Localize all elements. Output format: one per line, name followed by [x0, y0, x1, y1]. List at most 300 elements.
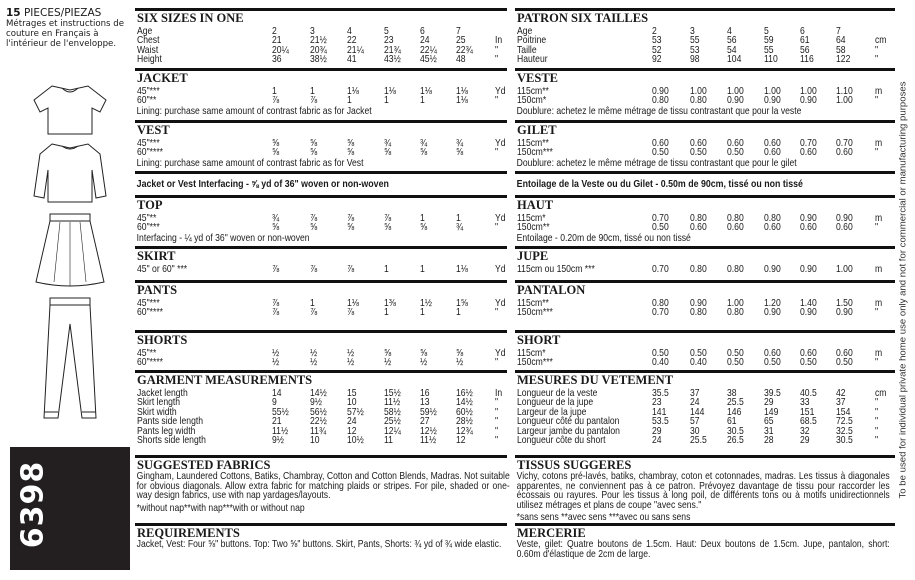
row-label: Longueur de la jupe — [517, 396, 594, 409]
size-value: 1 — [347, 94, 352, 107]
size-value: ⅞ — [310, 263, 318, 275]
size-value: ⅝ — [420, 221, 428, 234]
size-value: 28½ — [456, 415, 473, 428]
section-jacket-or-vest-interfacing-yd- — [135, 171, 507, 192]
section-title: JACKET — [137, 71, 188, 85]
size-value: 14½ — [456, 396, 473, 409]
size-value: 0.60 — [764, 146, 781, 159]
size-value: 1.00 — [836, 94, 853, 107]
unit: " — [875, 221, 879, 234]
size-value: 1 — [384, 306, 389, 319]
size-value: 22½ — [310, 415, 327, 428]
section-pantalon — [515, 280, 895, 318]
unit: " — [495, 415, 499, 428]
size-value: 1⅛ — [347, 85, 359, 97]
row-label: 45" or 60" *** — [137, 263, 188, 275]
nap-legend: *sans sens **avec sens ***avec ou sans sens — [516, 511, 691, 524]
left-panel — [0, 0, 132, 580]
size-value: 92 — [652, 53, 662, 66]
size-value: ½ — [347, 356, 355, 369]
size-value: 65 — [764, 415, 774, 428]
size-value: 61 — [727, 415, 737, 428]
table-row — [135, 349, 507, 358]
size-value: 14½ — [310, 387, 327, 399]
size-value: 40.5 — [800, 387, 817, 399]
size-value: 12¼ — [384, 424, 401, 437]
size-value: 42 — [836, 387, 846, 399]
size-value: 24 — [420, 34, 430, 47]
size-value: 1.00 — [727, 297, 744, 309]
unit: In — [495, 387, 503, 399]
size-value: 68.5 — [800, 415, 817, 428]
size-value: ⅝ — [384, 347, 392, 359]
size-value: 26.5 — [727, 433, 744, 446]
unit: cm — [875, 387, 887, 399]
size-value: 1 — [272, 85, 277, 97]
size-value: 110 — [764, 53, 778, 66]
section-veste — [515, 68, 895, 116]
size-value: ¾ — [456, 221, 464, 234]
size-value: 104 — [727, 53, 742, 66]
size-value: 30.5 — [836, 433, 853, 446]
size-value: 0.50 — [727, 347, 744, 359]
size-value: 0.80 — [727, 212, 744, 224]
size-value: 1½ — [420, 297, 432, 309]
size-value: 10½ — [347, 433, 364, 446]
row-label: Longueur de la veste — [517, 387, 598, 399]
unit: Yd — [495, 297, 506, 309]
unit: m — [875, 263, 883, 275]
size-value: 21 — [272, 34, 282, 47]
row-label: 150cm*** — [517, 146, 553, 159]
section-paragraph: Gingham, Laundered Cottons, Batiks, Chambray, Cotton and Cotton Blends, Madras. Not suitable for obvious diagonals. Allow extra fabric for matching plaids or stripes. For pile, shaded or one-way design fabrics, use with nap yardages/layouts. — [136, 470, 510, 502]
unit: " — [875, 94, 879, 107]
row-label: 45"** — [137, 347, 157, 359]
row-label: 60"**** — [137, 306, 164, 319]
table-row — [135, 299, 507, 308]
size-value: ⅝ — [384, 221, 392, 234]
size-value: 0.50 — [836, 356, 853, 369]
size-value: 45½ — [420, 53, 437, 66]
table-row — [515, 265, 895, 274]
size-value: 23 — [384, 34, 394, 47]
unit: " — [875, 306, 879, 319]
size-value: 30 — [690, 424, 700, 437]
size-value: 58 — [836, 43, 846, 56]
size-value: 25 — [456, 34, 466, 47]
size-value: 16½ — [456, 387, 473, 399]
unit: " — [875, 405, 879, 418]
size-value: 1 — [310, 85, 315, 97]
row-label: Longueur côté du pantalon — [517, 415, 620, 428]
size-value: 15½ — [384, 387, 401, 399]
row-label: Skirt length — [137, 396, 181, 409]
size-value: 0.90 — [800, 94, 817, 107]
row-label: 115cm* — [517, 347, 546, 359]
section-vest — [135, 120, 507, 168]
section-jupe — [515, 246, 895, 274]
size-value: 9 — [272, 396, 277, 409]
size-value: ¾ — [272, 212, 280, 224]
size-value: 1 — [456, 306, 461, 319]
size-value: 12 — [347, 424, 357, 437]
size-value: 22 — [347, 34, 357, 47]
size-value: 0.50 — [727, 146, 744, 159]
size-value: 0.60 — [764, 221, 781, 234]
size-value: 41 — [347, 53, 357, 66]
section-note: Doublure: achetez le même métrage de tissu contrastant que pour le gilet — [516, 156, 797, 169]
size-value: 31 — [764, 424, 774, 437]
section-gilet — [515, 120, 895, 168]
section-title: VEST — [137, 123, 170, 137]
size-value: 0.90 — [690, 297, 707, 309]
size-value: 0.60 — [764, 347, 781, 359]
size-value: ⅞ — [347, 212, 355, 224]
row-label: Poitrine — [517, 34, 547, 47]
size-value: 154 — [836, 405, 851, 418]
size-value: 35.5 — [652, 387, 669, 399]
row-label: Longueur côte du short — [517, 433, 606, 446]
section-title: Jacket or Vest Interfacing - ⅝ yd of 36" woven or non-woven — [136, 178, 389, 190]
size-value: 25.5 — [690, 433, 707, 446]
size-value: 0.60 — [727, 137, 744, 149]
size-value: ¾ — [420, 137, 428, 149]
row-label: 150cm*** — [517, 356, 553, 369]
size-value: 24 — [347, 415, 357, 428]
size-value: 30.5 — [727, 424, 744, 437]
size-value: ⅞ — [310, 306, 318, 319]
size-value: 0.80 — [727, 306, 744, 319]
row-label: 115cm** — [517, 297, 549, 309]
size-value: ⅝ — [310, 137, 318, 149]
size-value: 1.50 — [836, 297, 853, 309]
size-value: 55½ — [272, 405, 289, 418]
unit: " — [875, 424, 879, 437]
size-value: 0.90 — [800, 212, 817, 224]
size-value: ⅝ — [272, 137, 280, 149]
size-value: 25½ — [384, 415, 401, 428]
jacket-icon — [30, 140, 110, 208]
section-short — [515, 330, 895, 368]
size-value: 0.90 — [836, 306, 853, 319]
size-value: 0.80 — [690, 306, 707, 319]
unit: Yd — [495, 347, 506, 359]
size-value: ⅞ — [384, 212, 392, 224]
size-value: 10 — [347, 396, 357, 409]
size-value: 0.50 — [652, 347, 669, 359]
size-value: 25.5 — [727, 396, 744, 409]
size-value: 64 — [836, 34, 846, 47]
section-title: VESTE — [517, 71, 558, 85]
size-value: 29 — [764, 396, 774, 409]
size-value: 0.60 — [800, 347, 817, 359]
size-value: 144 — [690, 405, 705, 418]
size-value: 149 — [764, 405, 779, 418]
size-value: 7 — [456, 25, 461, 37]
size-value: ½ — [384, 356, 392, 369]
size-value: 1⅝ — [456, 297, 468, 309]
section-title: PATRON SIX TAILLES — [517, 11, 649, 25]
size-value: 116 — [800, 53, 814, 66]
size-value: ⅞ — [272, 94, 280, 107]
usage-notice-text: To be used for individual private home use only and not for commercial or manufacturing purposes — [897, 81, 909, 499]
size-value: 0.40 — [652, 356, 669, 369]
section-note: Lining: purchase same amount of contrast fabric as for Jacket — [136, 104, 372, 117]
size-value: 37 — [836, 396, 846, 409]
section-note: Doublure: achetez le même métrage de tissu contrastant que pour la veste — [516, 104, 802, 117]
size-value: 1 — [456, 212, 461, 224]
size-value: 4 — [347, 25, 352, 37]
section-title: SIX SIZES IN ONE — [137, 11, 244, 25]
size-value: 0.50 — [764, 356, 781, 369]
size-value: 37 — [690, 387, 700, 399]
row-label: 150cm** — [517, 221, 550, 234]
french-size-chart — [515, 0, 895, 580]
size-value: ⅝ — [456, 146, 464, 159]
section-skirt — [135, 246, 507, 274]
table-row — [135, 358, 507, 367]
size-value: 39.5 — [764, 387, 781, 399]
size-value: 1 — [310, 297, 315, 309]
size-value: 32.5 — [836, 424, 853, 437]
unit: " — [495, 306, 499, 319]
size-value: 56 — [727, 34, 737, 47]
section-note: Interfacing - ¼ yd of 36" woven or non-woven — [136, 231, 310, 244]
unit: " — [495, 53, 499, 66]
row-label: Taille — [517, 43, 537, 56]
section-mesures-du-vetement — [515, 370, 895, 445]
unit: Yd — [495, 212, 506, 224]
size-value: ⅝ — [456, 347, 464, 359]
row-label: 115cm* — [517, 212, 546, 224]
unit: " — [495, 396, 499, 409]
section-garment-measurements — [135, 370, 507, 445]
unit: " — [495, 356, 499, 369]
table-row — [135, 265, 507, 274]
size-value: 12 — [456, 433, 466, 446]
size-value: 11¾ — [310, 424, 327, 437]
section-note: Lining: purchase same amount of contrast fabric as for Vest — [136, 156, 364, 169]
size-value: 14 — [272, 387, 282, 399]
size-value: ⅝ — [272, 221, 280, 234]
section-title: SHORTS — [137, 333, 188, 347]
size-value: 9½ — [310, 396, 322, 409]
unit: " — [875, 53, 879, 66]
size-value: 3 — [310, 25, 315, 37]
size-value: 20¼ — [272, 43, 289, 56]
size-value: 0.50 — [690, 347, 707, 359]
size-value: 0.90 — [836, 212, 853, 224]
row-label: Chest — [137, 34, 160, 47]
top-icon — [30, 82, 110, 138]
row-label: Shorts side length — [137, 433, 206, 446]
size-value: 1⅛ — [456, 94, 468, 107]
unit: Yd — [495, 137, 506, 149]
size-value: 151 — [800, 405, 815, 418]
unit: " — [495, 424, 499, 437]
row-label: Largeur de la jupe — [517, 405, 587, 418]
section-paragraph: Veste, gilet: Quatre boutons de 1.5cm. Haut: Deux boutons de 1.5cm. Jupe, pantalon, short: 0.60m d'élastique de 2cm de large. — [516, 538, 890, 560]
size-value: 0.60 — [652, 137, 669, 149]
size-value: 56 — [800, 43, 810, 56]
size-value: 0.80 — [727, 263, 744, 275]
unit: In — [495, 34, 503, 47]
size-value: ⅝ — [420, 146, 428, 159]
row-label: Age — [137, 25, 153, 37]
section-title: REQUIREMENTS — [137, 526, 240, 540]
size-value: 59 — [764, 34, 774, 47]
size-value: 1.40 — [800, 297, 817, 309]
section-title: GARMENT MEASUREMENTS — [137, 373, 313, 387]
size-value: 1 — [384, 263, 389, 275]
size-value: 6 — [800, 25, 805, 37]
section-six-sizes-in-one — [135, 8, 507, 65]
size-value: 24 — [690, 396, 700, 409]
size-value: 1.00 — [690, 85, 707, 97]
size-value: 38½ — [310, 53, 327, 66]
section-title: TOP — [137, 198, 163, 212]
size-value: 13 — [420, 396, 430, 409]
size-value: ½ — [310, 347, 318, 359]
size-value: 0.70 — [652, 263, 669, 275]
size-value: ⅞ — [272, 306, 280, 319]
unit: m — [875, 137, 883, 149]
section-paragraph: Jacket, Vest: Four ⅝" buttons. Top: Two ⅝" buttons. Skirt, Pants, Shorts: ¾ yd of ¾ wide elastic. — [136, 538, 502, 550]
row-label: Waist — [137, 43, 159, 56]
skirt-icon — [32, 210, 108, 292]
section-patron-six-tailles — [515, 8, 895, 65]
size-value: 0.70 — [652, 306, 669, 319]
size-value: 15 — [347, 387, 357, 399]
size-value: 0.90 — [652, 85, 669, 97]
unit: " — [495, 146, 499, 159]
unit: " — [495, 43, 499, 56]
table-row — [135, 55, 507, 64]
size-value: ⅝ — [310, 221, 318, 234]
unit: Yd — [495, 263, 506, 275]
table-row — [135, 433, 507, 446]
size-value: 0.70 — [800, 137, 817, 149]
size-value: 29 — [652, 424, 662, 437]
section-suggested-fabrics — [135, 455, 510, 514]
size-value: 1 — [420, 263, 425, 275]
size-value: 1 — [420, 212, 425, 224]
size-value: ⅞ — [310, 94, 318, 107]
row-label: Skirt width — [137, 405, 177, 418]
size-value: 0.90 — [800, 263, 817, 275]
row-label: Pants leg width — [137, 424, 196, 437]
size-value: 0.90 — [764, 263, 781, 275]
section-title: TISSUS SUGGERES — [517, 458, 632, 472]
size-value: ½ — [347, 347, 355, 359]
size-value: 53 — [652, 34, 662, 47]
size-value: 32 — [800, 424, 810, 437]
unit: " — [495, 94, 499, 107]
unit: m — [875, 297, 883, 309]
size-value: 11 — [384, 433, 393, 446]
section-title: HAUT — [517, 198, 554, 212]
unit: " — [495, 433, 499, 446]
unit: " — [875, 433, 879, 446]
unit: " — [875, 43, 879, 56]
size-value: 0.60 — [800, 146, 817, 159]
unit: " — [875, 415, 879, 428]
size-value: ⅞ — [347, 306, 355, 319]
nap-legend: *without nap**with nap***with or without nap — [136, 501, 305, 514]
section-paragraph: Vichy, cotons pré-lavés, batiks, chambray, coton et cotonnades, madras. Les tissus à diagonales apparentes, ne conviennent pas à ce patron. Prévoyez davantage de tissu pour raccorder les écossais ou rayures. Pour les tissus à long poil, de différents tons ou à motifs unidirectionnels utilisez métrages et plans de coupe "avec sens." — [516, 470, 890, 511]
size-value: 5 — [384, 25, 389, 37]
size-value: 28 — [764, 433, 774, 446]
size-value: 0.60 — [727, 221, 744, 234]
size-value: 0.60 — [836, 146, 853, 159]
size-value: 72.5 — [836, 415, 853, 428]
size-value: 1 — [384, 94, 389, 107]
french-note: Métrages et instructions de couture en Français à l'intérieur de l'enveloppe. — [6, 19, 125, 49]
size-value: 27 — [420, 415, 430, 428]
size-value: ⅝ — [272, 146, 280, 159]
row-label: 60"** — [137, 94, 157, 107]
row-label: 60"*** — [137, 221, 160, 234]
unit: " — [495, 405, 499, 418]
size-value: 20¾ — [310, 43, 327, 56]
pants-icon — [38, 294, 102, 428]
section-pants — [135, 280, 507, 318]
section-title: Entoilage de la Veste ou du Gilet - 0.50m de 90cm, tissé ou non tissé — [516, 178, 803, 190]
size-value: 0.50 — [690, 146, 707, 159]
unit: m — [875, 85, 883, 97]
section-title: GILET — [517, 123, 557, 137]
english-size-chart — [135, 0, 510, 580]
table-row — [515, 433, 895, 446]
size-value: ⅝ — [347, 221, 355, 234]
size-value: 122 — [836, 53, 851, 66]
size-value: 0.60 — [800, 221, 817, 234]
size-value: 21¼ — [347, 43, 364, 56]
size-value: 1⅜ — [384, 297, 396, 309]
size-value: 7 — [836, 25, 841, 37]
size-value: 61 — [800, 34, 810, 47]
table-row — [135, 214, 507, 223]
size-value: 12¾ — [456, 424, 473, 437]
section-title: SKIRT — [137, 249, 176, 263]
size-value: 58½ — [384, 405, 401, 418]
table-row — [135, 139, 507, 148]
size-value: 1.00 — [800, 85, 817, 97]
size-value: 11½ — [272, 424, 289, 437]
size-value: 21¾ — [384, 43, 401, 56]
size-value: 1⅛ — [384, 85, 396, 97]
size-value: 1.00 — [727, 85, 744, 97]
size-value: 54 — [727, 43, 737, 56]
size-value: 1⅛ — [456, 263, 468, 275]
section-title: PANTALON — [517, 283, 586, 297]
unit: m — [875, 212, 883, 224]
unit: m — [875, 347, 883, 359]
size-value: 5 — [764, 25, 769, 37]
size-value: 0.50 — [652, 221, 669, 234]
size-value: 0.80 — [652, 297, 669, 309]
size-value: 1.20 — [764, 297, 781, 309]
size-value: 60½ — [456, 405, 473, 418]
size-value: ½ — [456, 356, 464, 369]
size-value: ⅞ — [347, 263, 355, 275]
size-value: 0.80 — [764, 212, 781, 224]
size-value: 0.70 — [836, 137, 853, 149]
size-value: 0.70 — [652, 212, 669, 224]
size-value: 0.60 — [836, 347, 853, 359]
size-value: 24 — [652, 433, 662, 446]
row-label: Age — [517, 25, 533, 37]
